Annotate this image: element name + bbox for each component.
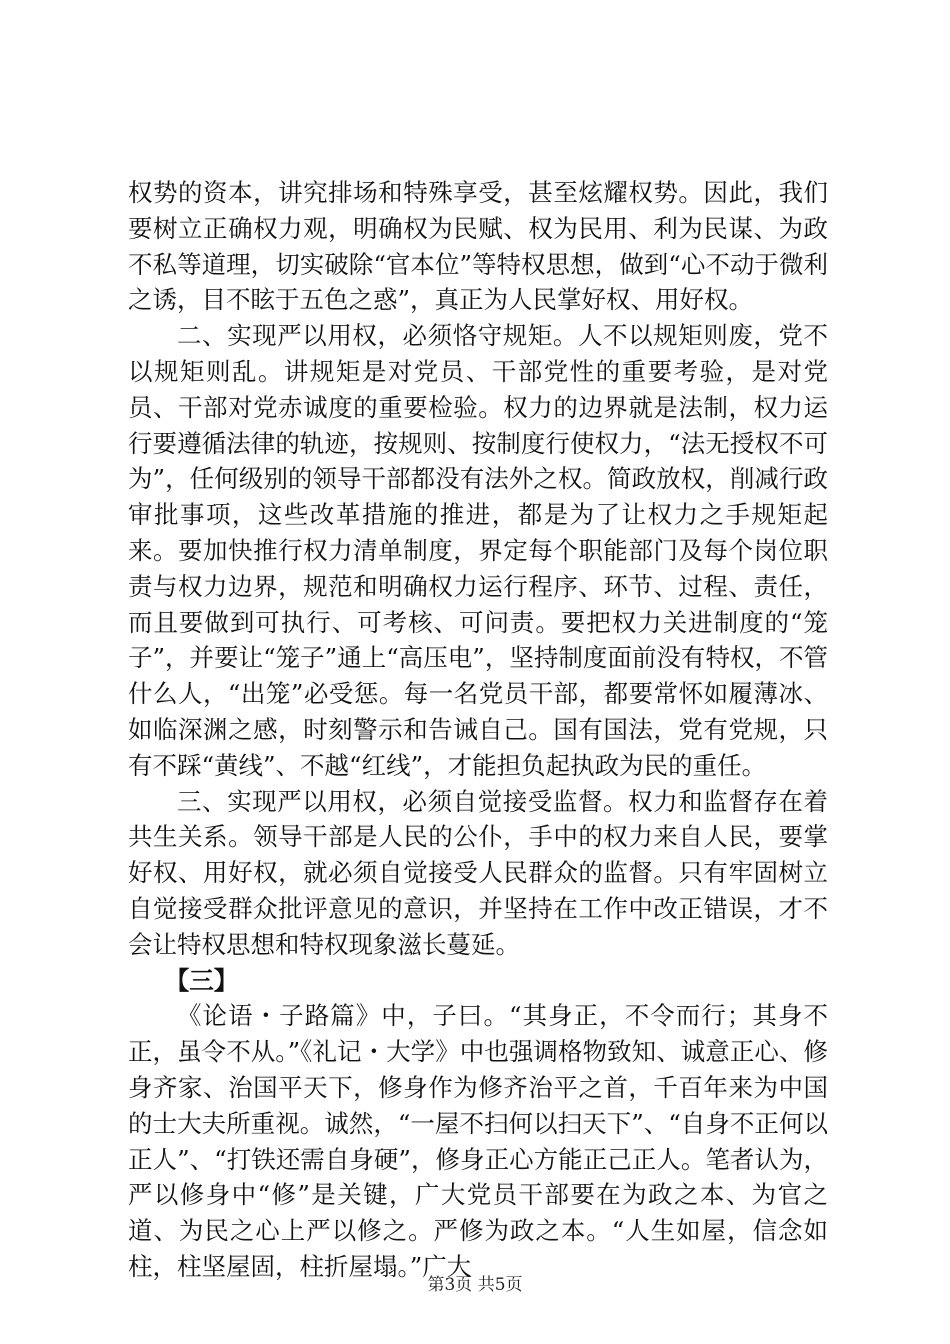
section-heading: 【三】 — [164, 965, 239, 995]
paragraph-continuation: 权势的资本，讲究排场和特殊享受，甚至炫耀权势。因此，我们要树立正确权力观，明确权为民赋、权为民用、利为民谋、为政不私等道理，切实破除“官本位”等特权思想，做到“心不动于微利之诱，目不眩于五色之惑”，真正为人民掌好权、用好权。 — [128, 178, 828, 315]
paragraph-section-two: 二、实现严以用权，必须恪守规矩。人不以规矩则废，党不以规矩则乱。讲规矩是对党员、干部党性的重要考验，是对党员、干部对党赤诚度的重要检验。权力的边界就是法制，权力运行要遵循法律的轨迹，按规则、按制度行使权力，“法无授权不可为”，任何级别的领导干部都没有法外之权。简政放权，削减行政审批事项，这些改革措施的推进，都是为了让权力之手规矩起来。要加快推行权力清单制度，界定每个职能部门及每个岗位职责与权力边界，规范和明确权力运行程序、环节、过程、责任，而且要做到可执行、可考核、可问责。要把权力关进制度的“笼子”，并要让“笼子”通上“高压电”，坚持制度面前没有特权，不管什么人，“出笼”必受惩。每一名党员干部，都要常怀如履薄冰、如临深渊之感，时刻警示和告诫自己。国有国法，党有党规，只有不踩“黄线”、不越“红线”，才能担负起执政为民的重任。 — [128, 321, 828, 780]
paragraph-lunyu: 《论语・子路篇》中，子曰。“其身正，不令而行；其身不正，虽令不从。”《礼记・大学》中也强调格物致知、诚意正心、修身齐家、治国平天下，修身作为修齐治平之首，千百年来为中国的士大夫所重视。诚然，“一屋不扫何以扫天下”、“自身不正何以正人”、“打铁还需自身硬”，修身正心方能正己正人。笔者认为，严以修身中“修”是关键，广大党员干部要在为政之本、为官之道、为民之心上严以修之。严修为政之本。“人生如屋，信念如柱，柱坚屋固，柱折屋塌。”广大 — [128, 1001, 828, 1281]
page-number-label: 第3页 共5页 — [427, 1275, 523, 1295]
paragraph-section-three: 三、实现严以用权，必须自觉接受监督。权力和监督存在着共生关系。领导干部是人民的公仆，手中的权力来自人民，要掌好权、用好权，就必须自觉接受人民群众的监督。只有牢固树立自觉接受群众批评意见的意识，并坚持在工作中改正错误，才不会让特权思想和特权现象滋长蔓延。 — [128, 786, 828, 959]
page-footer — [0, 1270, 950, 1295]
document-body — [128, 175, 828, 1285]
